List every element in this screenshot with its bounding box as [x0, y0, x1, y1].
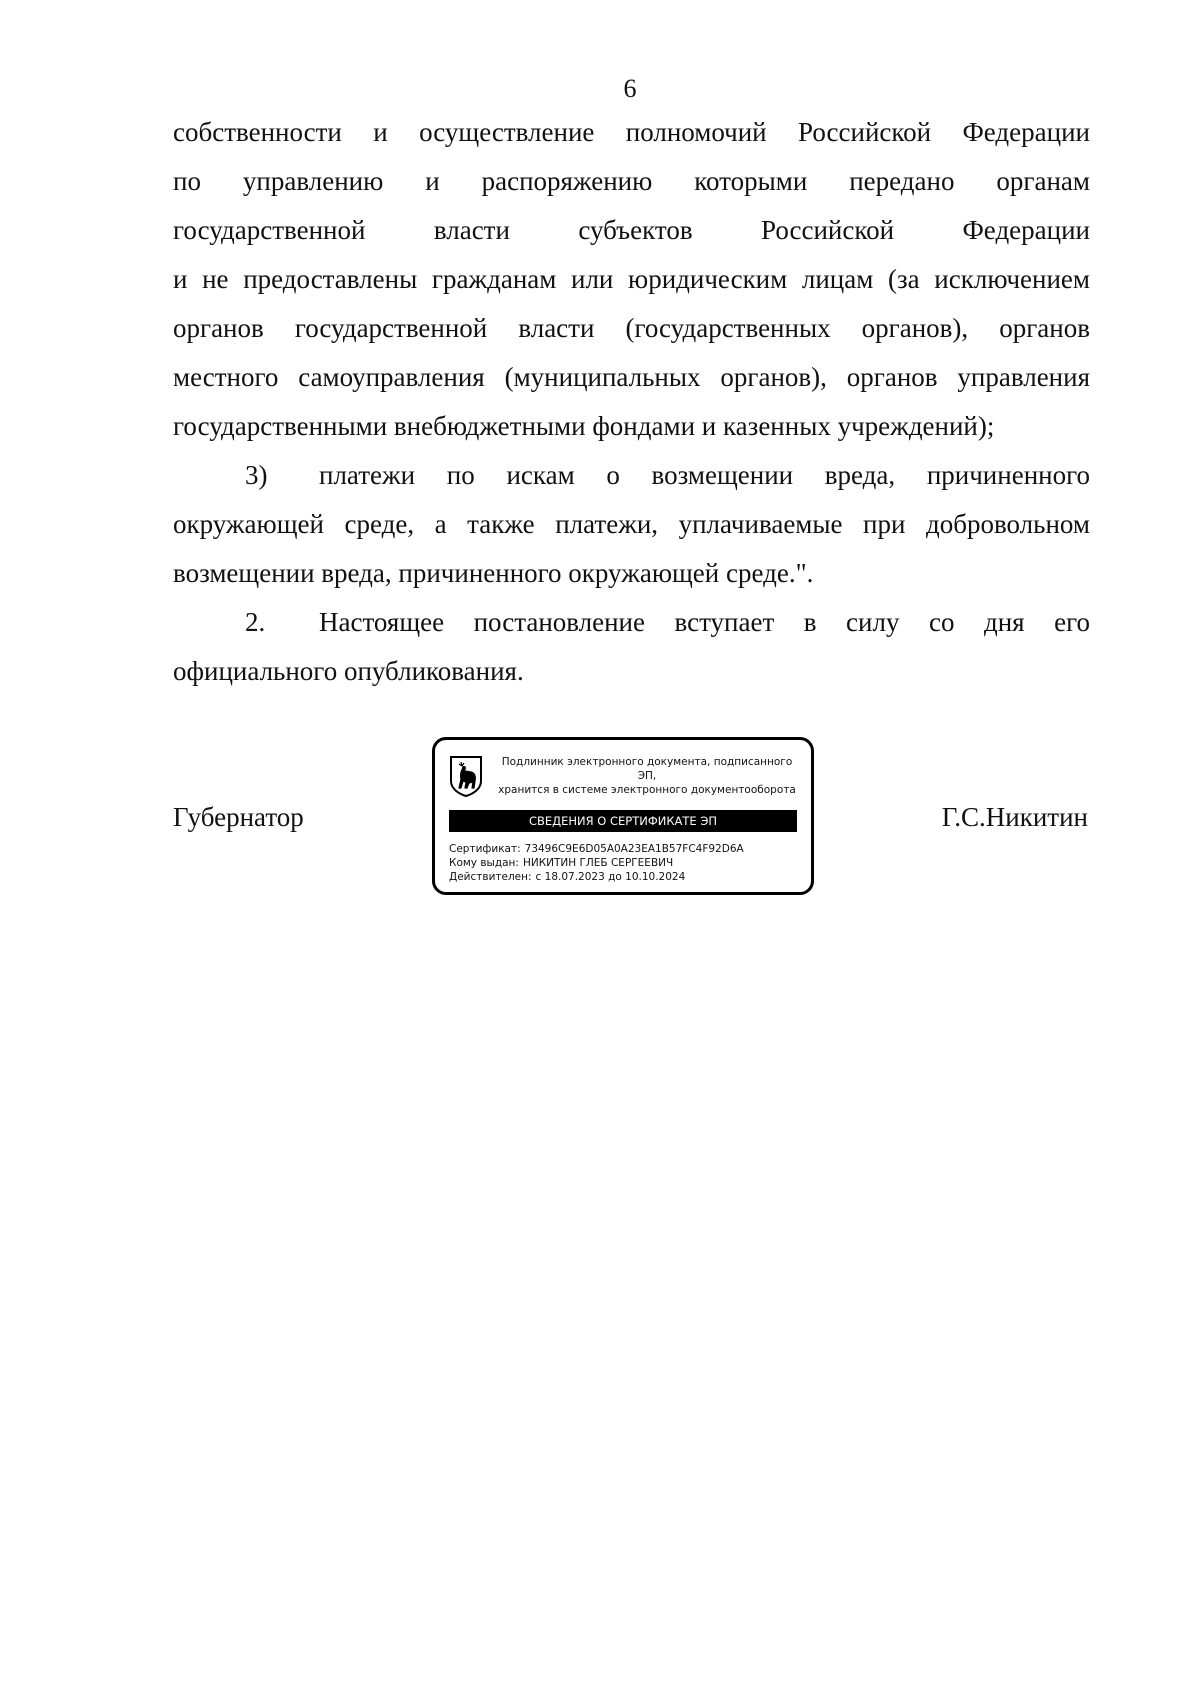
stamp-details [449, 842, 803, 884]
item-text: платежи по искам о возмещении вреда, причиненного [319, 460, 1090, 490]
issued-to-row [449, 856, 803, 870]
validity-row [449, 870, 803, 884]
deer-emblem-icon [449, 755, 483, 797]
text-line: государственной власти субъектов Российской Федерации [173, 215, 1090, 245]
item-number: 2. [245, 607, 266, 637]
text-line: государственными внебюджетными фондами и казенных учреждений); [173, 411, 995, 441]
text-line: местного самоуправления (муниципальных органов), органов управления [173, 362, 1090, 392]
certificate-row [449, 842, 803, 856]
stamp-header [491, 755, 803, 797]
signatory-position: Губернатор [173, 802, 304, 832]
validity-label: Действителен: [449, 871, 532, 883]
text-line: органов государственной власти (государственных органов), органов [173, 313, 1090, 343]
text-line: официального опубликования. [173, 656, 524, 686]
validity-value: с 18.07.2023 до 10.10.2024 [535, 871, 686, 883]
text-line: собственности и осуществление полномочий Российской Федерации [173, 117, 1090, 147]
text-line: возмещении вреда, причиненного окружающей среде.". [173, 558, 814, 588]
item-text: Настоящее постановление вступает в силу со дня его [319, 607, 1090, 637]
certificate-value: 73496C9E6D05A0A23EA1B57FC4F92D6A [524, 843, 744, 855]
item-number: 3) [245, 460, 268, 490]
signatory-name: Г.С.Никитин [941, 802, 1088, 832]
stamp-header-line: хранится в системе электронного документооборота [498, 784, 796, 796]
page-number: 6 [623, 74, 637, 103]
issued-to-label: Кому выдан: [449, 857, 519, 869]
issued-to-value: НИКИТИН ГЛЕБ СЕРГЕЕВИЧ [522, 857, 674, 869]
certificate-label: Сертификат: [449, 843, 521, 855]
electronic-signature-stamp [432, 737, 814, 895]
stamp-title-bar: СВЕДЕНИЯ О СЕРТИФИКАТЕ ЭП [449, 810, 797, 832]
stamp-header-line: Подлинник электронного документа, подписанного ЭП, [501, 756, 793, 782]
text-line: по управлению и распоряжению которыми передано органам [173, 166, 1090, 196]
text-line: окружающей среде, а также платежи, уплачиваемые при добровольном [173, 509, 1090, 539]
text-line: и не предоставлены гражданам или юридическим лицам (за исключением [173, 264, 1090, 294]
